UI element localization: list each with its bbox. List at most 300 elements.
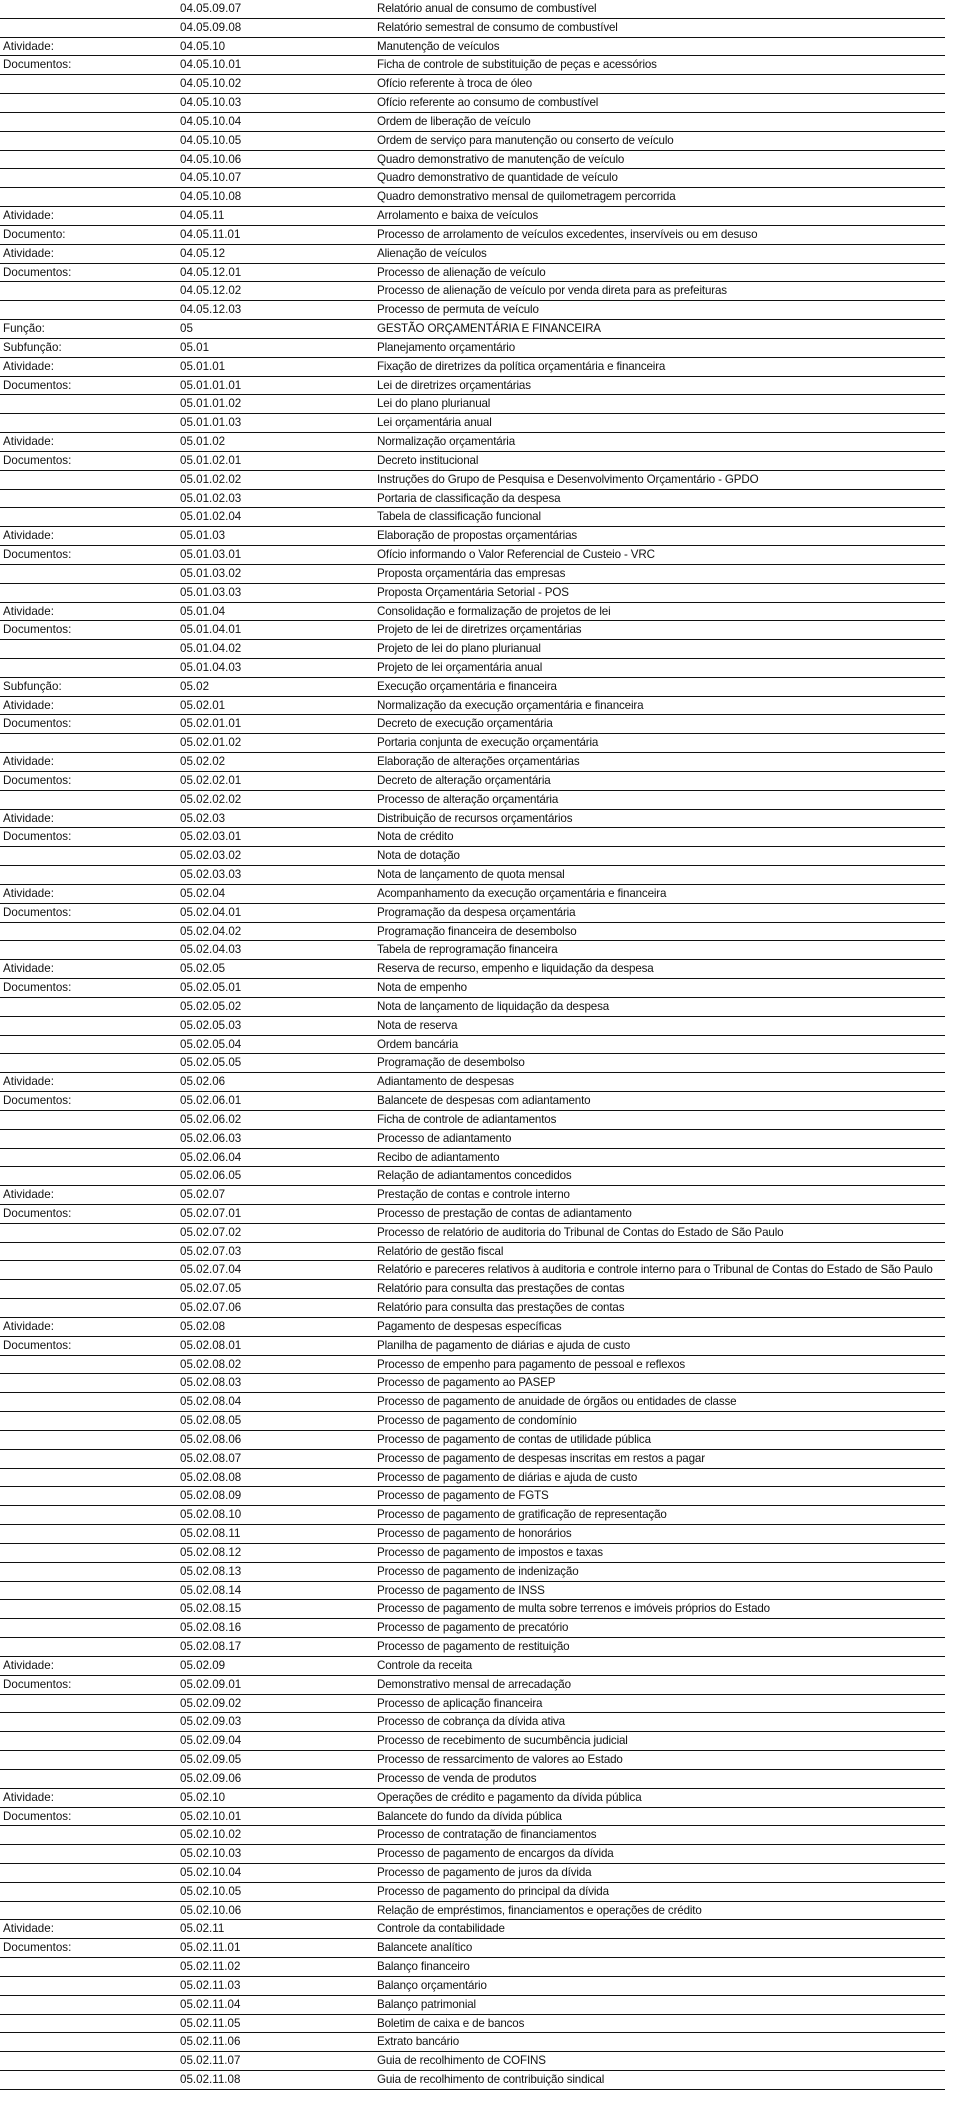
row-code: 05.02 [180,679,210,693]
row-description: Programação da despesa orçamentária [377,905,576,919]
row-description: Balancete analítico [377,1941,473,1955]
row-code: 05.02.06.04 [180,1150,242,1164]
row-code: 04.05.10.03 [180,96,242,110]
table-row [0,1149,945,1168]
table-row [0,866,945,885]
row-code: 05.01.02.03 [180,491,242,505]
row-code: 05.02.09.01 [180,1677,242,1691]
row-code: 05.02.04 [180,886,226,900]
row-description: Processo de alteração orçamentária [377,792,559,806]
row-description: Quadro demonstrativo de manutenção de veículo [377,152,625,166]
row-code: 05.02.09.06 [180,1771,242,1785]
table-row [0,1770,945,1789]
table-row [0,1412,945,1431]
row-code: 05.02.08.11 [180,1527,241,1541]
row-description: Processo de pagamento de restituição [377,1640,570,1654]
row-label: Subfunção: [3,679,62,693]
row-description: Demonstrativo mensal de arrecadação [377,1677,571,1691]
row-description: Processo de pagamento do principal da dívida [377,1884,609,1898]
row-description: Processo de prestação de contas de adiantamento [377,1207,632,1220]
row-description: Ofício referente ao consumo de combustível [377,96,599,110]
row-code: 05.02.07.06 [180,1301,242,1315]
row-code: 05.02.06 [180,1075,226,1089]
row-description: Nota de crédito [377,830,454,844]
row-code: 05.02.08.16 [180,1621,242,1635]
row-description: Balanço orçamentário [377,1978,487,1992]
row-code: 05.02.07 [180,1188,226,1202]
row-code: 05.02.11.05 [180,2016,241,2030]
row-code: 05.01.01.02 [180,397,242,411]
row-description: Processo de empenho para pagamento de pessoal e reflexos [377,1357,686,1371]
table-row [0,527,945,546]
table-row [0,282,945,301]
row-description: Ordem bancária [377,1037,459,1051]
row-description: Balancete do fundo da dívida pública [377,1809,562,1823]
row-description: Processo de pagamento de precatório [377,1621,569,1635]
row-description: Nota de lançamento de quota mensal [377,868,565,882]
row-description: Alienação de veículos [377,246,487,260]
row-code: 04.05.12.02 [180,284,242,298]
row-code: 05.01.02.02 [180,472,242,486]
table-row [0,132,945,151]
table-row [0,75,945,94]
table-row [0,885,945,904]
table-row [0,923,945,942]
table-row [0,1431,945,1450]
row-label: Atividade: [3,1658,54,1672]
row-code: 05.02.11.01 [180,1941,241,1955]
row-label: Atividade: [3,604,54,618]
table-row [0,1280,945,1299]
row-description: Processo de pagamento de condomínio [377,1414,577,1428]
row-description: Quadro demonstrativo de quantidade de veículo [377,171,618,185]
table-row [0,2071,945,2090]
table-row [0,1902,945,1921]
row-code: 05.02.10.03 [180,1847,242,1861]
table-row [0,847,945,866]
row-code: 05.02.10.01 [180,1809,242,1823]
row-description: Recibo de adiantamento [377,1150,500,1164]
row-description: Processo de pagamento de juros da dívida [377,1865,592,1879]
row-description: Prestação de contas e controle interno [377,1188,570,1202]
row-description: Ficha de controle de adiantamentos [377,1112,557,1126]
table-row [0,1619,945,1638]
row-code: 05.01.02.04 [180,510,242,524]
row-code: 05.02.08 [180,1319,226,1333]
row-label: Documentos: [3,1207,72,1220]
table-row [0,56,945,75]
row-code: 04.05.10.01 [180,58,242,72]
row-code: 05.02.11.03 [180,1978,241,1992]
row-description: Processo de pagamento de multa sobre terrenos e imóveis próprios do Estado [377,1602,770,1616]
row-description: Processo de pagamento de INSS [377,1583,545,1597]
row-code: 05.02.10 [180,1790,226,1804]
table-row [0,678,945,697]
row-description: Distribuição de recursos orçamentários [377,811,573,825]
row-code: 05.02.03.03 [180,868,242,882]
row-description: Manutenção de veículos [377,39,500,53]
row-code: 05 [180,322,193,336]
row-label: Atividade: [3,246,54,260]
table-row [0,904,945,923]
table-row [0,998,945,1017]
row-description: Programação financeira de desembolso [377,924,577,938]
table-row [0,1054,945,1073]
table-row [0,1261,945,1280]
row-code: 05.02.11.02 [180,1960,241,1974]
table-row [0,1582,945,1601]
table-row [0,791,945,810]
table-row [0,941,945,960]
row-description: Fixação de diretrizes da política orçamentária e financeira [377,359,666,373]
table-row [0,753,945,772]
table-row [0,1676,945,1695]
table-row [0,1732,945,1751]
row-description: Balancete de despesas com adiantamento [377,1094,591,1108]
table-row [0,621,945,640]
table-row [0,1205,945,1224]
row-code: 05.02.08.08 [180,1470,242,1484]
table-row [0,659,945,678]
table-row [0,207,945,226]
row-code: 05.02.08.09 [180,1489,242,1503]
table-row [0,584,945,603]
row-description: Proposta Orçamentária Setorial - POS [377,585,569,599]
row-description: Arrolamento e baixa de veículos [377,209,538,223]
table-row [0,1036,945,1055]
row-code: 05.02.08.05 [180,1414,242,1428]
row-label: Documentos: [3,1809,72,1823]
table-row [0,414,945,433]
row-description: Processo de pagamento de FGTS [377,1489,549,1503]
row-description: Processo de pagamento de gratificação de representação [377,1508,667,1522]
row-label: Documentos: [3,773,72,787]
row-code: 05.01.03.01 [180,548,242,562]
row-code: 05.02.08.01 [180,1338,242,1352]
row-label: Atividade: [3,962,54,976]
row-description: Relatório para consulta das prestações de contas [377,1282,625,1296]
row-code: 05.02.11.04 [180,1997,241,2011]
row-code: 04.05.10.07 [180,171,242,185]
row-description: Nota de reserva [377,1018,458,1032]
table-row [0,1563,945,1582]
row-description: Processo de aplicação financeira [377,1696,543,1710]
row-description: Elaboração de alterações orçamentárias [377,755,580,769]
table-row [0,1695,945,1714]
row-description: Processo de pagamento de contas de utilidade pública [377,1432,651,1446]
table-row [0,1450,945,1469]
row-code: 05.02.04.02 [180,924,242,938]
row-code: 05.02.09.05 [180,1753,242,1767]
row-code: 04.05.10 [180,39,226,53]
row-label: Documentos: [3,1338,72,1352]
row-code: 05.02.08.02 [180,1357,242,1371]
table-row [0,245,945,264]
row-label: Atividade: [3,886,54,900]
row-label: Atividade: [3,1075,54,1089]
row-code: 05.02.08.17 [180,1640,242,1654]
row-description: Processo de pagamento de honorários [377,1527,572,1541]
table-row [0,1243,945,1262]
row-code: 05.02.02.02 [180,792,242,806]
row-description: Controle da receita [377,1658,473,1672]
row-code: 05.02.08.07 [180,1451,242,1465]
row-code: 05.02.03.02 [180,849,242,863]
row-label: Documentos: [3,1094,72,1108]
row-label: Atividade: [3,435,54,449]
row-code: 05.02.06.01 [180,1094,242,1108]
row-code: 05.02.11.06 [180,2035,241,2049]
table-row [0,1374,945,1393]
table-row [0,320,945,339]
row-description: Relatório semestral de consumo de combustível [377,20,618,34]
row-description: Nota de empenho [377,981,467,995]
table-row [0,188,945,207]
row-description: Boletim de caixa e de bancos [377,2016,525,2030]
row-label: Atividade: [3,811,54,825]
row-label: Função: [3,322,45,336]
table-row [0,1713,945,1732]
row-description: Consolidação e formalização de projetos de lei [377,604,611,618]
row-description: Execução orçamentária e financeira [377,679,557,693]
row-description: Processo de pagamento ao PASEP [377,1376,556,1390]
row-description: Proposta orçamentária das empresas [377,566,566,580]
table-row [0,113,945,132]
row-description: Planilha de pagamento de diárias e ajuda de custo [377,1338,631,1352]
row-label: Documentos: [3,905,72,919]
row-label: Documentos: [3,981,72,995]
row-description: Processo de pagamento de despesas inscritas em restos a pagar [377,1451,705,1465]
table-row [0,1525,945,1544]
table-row [0,1864,945,1883]
row-description: Ordem de liberação de veículo [377,114,531,128]
table-row [0,1996,945,2015]
row-code: 05.02.08.06 [180,1432,242,1446]
row-description: Processo de pagamento de encargos da dívida [377,1847,614,1861]
row-description: Projeto de lei orçamentária anual [377,660,543,674]
row-description: Balanço patrimonial [377,1997,476,2011]
row-description: Processo de pagamento de indenização [377,1564,579,1578]
row-code: 05.02.11.07 [180,2054,241,2068]
row-code: 05.02.03.01 [180,830,242,844]
row-code: 05.02.05.02 [180,999,242,1013]
row-code: 04.05.12.03 [180,303,242,317]
table-row [0,1299,945,1318]
table-row [0,1600,945,1619]
table-row [0,1883,945,1902]
table-row [0,151,945,170]
row-description: Processo de alienação de veículo [377,265,546,279]
row-label: Documentos: [3,1677,72,1691]
row-description: Relatório de gestão fiscal [377,1244,504,1258]
row-description: Projeto de lei de diretrizes orçamentárias [377,623,582,637]
row-description: Processo de pagamento de impostos e taxas [377,1545,603,1559]
table-row [0,1111,945,1130]
table-row [0,1920,945,1939]
table-row [0,358,945,377]
row-description: Portaria de classificação da despesa [377,491,561,505]
row-code: 05.01.02.01 [180,453,242,467]
row-code: 05.02.06.03 [180,1131,242,1145]
row-code: 05.02.05.05 [180,1056,242,1070]
row-label: Documentos: [3,378,72,392]
row-label: Documentos: [3,830,72,844]
table-row [0,1337,945,1356]
table-row [0,94,945,113]
row-code: 04.05.09.08 [180,20,242,34]
row-label: Documentos: [3,453,72,467]
row-description: Processo de alienação de veículo por venda direta para as prefeituras [377,284,727,298]
table-row [0,1487,945,1506]
row-label: Atividade: [3,1319,54,1333]
row-label: Atividade: [3,698,54,712]
table-row [0,169,945,188]
row-label: Documentos: [3,58,72,72]
row-code: 05.02.09 [180,1658,226,1672]
row-description: Processo de contratação de financiamentos [377,1828,597,1842]
row-description: Processo de permuta de veículo [377,303,539,317]
table-row [0,772,945,791]
row-label: Atividade: [3,1790,54,1804]
row-description: Reserva de recurso, empenho e liquidação da despesa [377,962,654,976]
row-description: Balanço financeiro [377,1960,470,1974]
row-description: Guia de recolhimento de contribuição sindical [377,2073,605,2087]
row-description: Lei orçamentária anual [377,416,492,430]
row-code: 05.02.10.05 [180,1884,242,1898]
row-label: Documentos: [3,623,72,637]
row-label: Atividade: [3,529,54,543]
row-code: 05.01.04.01 [180,623,242,637]
table-row [0,828,945,847]
row-label: Documentos: [3,265,72,279]
table-row [0,640,945,659]
row-description: Tabela de reprogramação financeira [377,943,558,957]
row-description: Pagamento de despesas específicas [377,1319,562,1333]
row-code: 05.02.03 [180,811,226,825]
table-row [0,979,945,998]
row-code: 05.02.02.01 [180,773,242,787]
row-description: Programação de desembolso [377,1056,525,1070]
table-row [0,2033,945,2052]
row-code: 05.02.10.06 [180,1903,242,1917]
row-label: Atividade: [3,755,54,769]
row-description: Relatório para consulta das prestações de contas [377,1301,625,1315]
row-code: 05.02.07.03 [180,1244,242,1258]
row-description: Processo de venda de produtos [377,1771,537,1785]
row-label: Atividade: [3,209,54,223]
row-label: Documento: [3,227,66,241]
row-description: Ofício referente à troca de óleo [377,77,533,91]
row-code: 05.02.01.02 [180,736,242,750]
row-code: 05.02.08.12 [180,1545,242,1559]
table-row [0,603,945,622]
table-row [0,433,945,452]
table-row [0,715,945,734]
row-description: Acompanhamento da execução orçamentária e financeira [377,886,667,900]
row-code: 05.01.01.01 [180,378,242,392]
row-code: 04.05.10.06 [180,152,242,166]
row-code: 05.02.10.02 [180,1828,242,1842]
row-label: Documentos: [3,548,72,562]
row-code: 04.05.12 [180,246,226,260]
row-description: Tabela de classificação funcional [377,510,541,524]
row-description: Ofício informando o Valor Referencial de Custeio - VRC [377,548,655,562]
row-description: Ordem de serviço para manutenção ou conserto de veículo [377,133,674,147]
row-description: Projeto de lei do plano plurianual [377,642,541,656]
row-description: Decreto de alteração orçamentária [377,773,551,787]
table-row [0,452,945,471]
row-code: 05.01.04.03 [180,660,242,674]
row-code: 05.01.04.02 [180,642,242,656]
row-label: Atividade: [3,359,54,373]
row-description: Extrato bancário [377,2035,460,2049]
row-description: Decreto de execução orçamentária [377,717,553,731]
table-row [0,1808,945,1827]
row-code: 05.01 [180,340,210,354]
row-description: GESTÃO ORÇAMENTÁRIA E FINANCEIRA [377,322,601,336]
row-code: 05.02.05.03 [180,1018,242,1032]
row-description: Relação de empréstimos, financiamentos e operações de crédito [377,1903,702,1917]
row-description: Planejamento orçamentário [377,340,516,354]
table-row [0,1826,945,1845]
row-code: 05.02.04.01 [180,905,242,919]
row-code: 05.02.10.04 [180,1865,242,1879]
row-description: Ficha de controle de substituição de peças e acessórios [377,58,657,72]
row-code: 05.02.07.04 [180,1263,242,1277]
row-code: 05.02.04.03 [180,943,242,957]
row-description: Lei do plano plurianual [377,397,491,411]
row-description: Guia de recolhimento de COFINS [377,2054,546,2068]
row-description: Operações de crédito e pagamento da dívida pública [377,1790,642,1804]
row-code: 05.01.01.03 [180,416,242,430]
table-row [0,546,945,565]
row-code: 05.02.08.14 [180,1583,242,1597]
row-code: 05.01.01 [180,359,226,373]
table-row [0,2052,945,2071]
row-label: Atividade: [3,1922,54,1936]
row-code: 05.02.08.04 [180,1395,242,1409]
row-code: 05.02.07.02 [180,1225,242,1239]
row-code: 05.02.09.03 [180,1715,242,1729]
table-row [0,1958,945,1977]
row-code: 04.05.10.02 [180,77,242,91]
table-row [0,1224,945,1243]
row-code: 05.02.08.03 [180,1376,242,1390]
table-row [0,565,945,584]
table-row [0,1393,945,1412]
row-code: 05.01.02 [180,435,226,449]
row-description: Quadro demonstrativo mensal de quilometragem percorrida [377,190,676,204]
table-row [0,226,945,245]
table-row [0,301,945,320]
table-row [0,395,945,414]
table-row [0,1789,945,1808]
row-code: 04.05.11.01 [180,227,241,241]
row-label: Subfunção: [3,340,62,354]
row-description: Instruções do Grupo de Pesquisa e Desenvolvimento Orçamentário - GPDO [377,472,759,486]
row-description: Processo de relatório de auditoria do Tribunal de Contas do Estado de São Paulo [377,1225,784,1239]
row-code: 05.02.06.05 [180,1169,242,1183]
table-row [0,1130,945,1149]
table-row [0,734,945,753]
table-row [0,2015,945,2034]
table-row [0,471,945,490]
row-description: Processo de ressarcimento de valores ao Estado [377,1753,623,1767]
table-row [0,19,945,38]
table-row [0,960,945,979]
row-description: Relatório e pareceres relativos à auditoria e controle interno para o Tribunal de Contas do Estado de São Paulo [377,1263,933,1277]
row-code: 04.05.11 [180,209,225,223]
